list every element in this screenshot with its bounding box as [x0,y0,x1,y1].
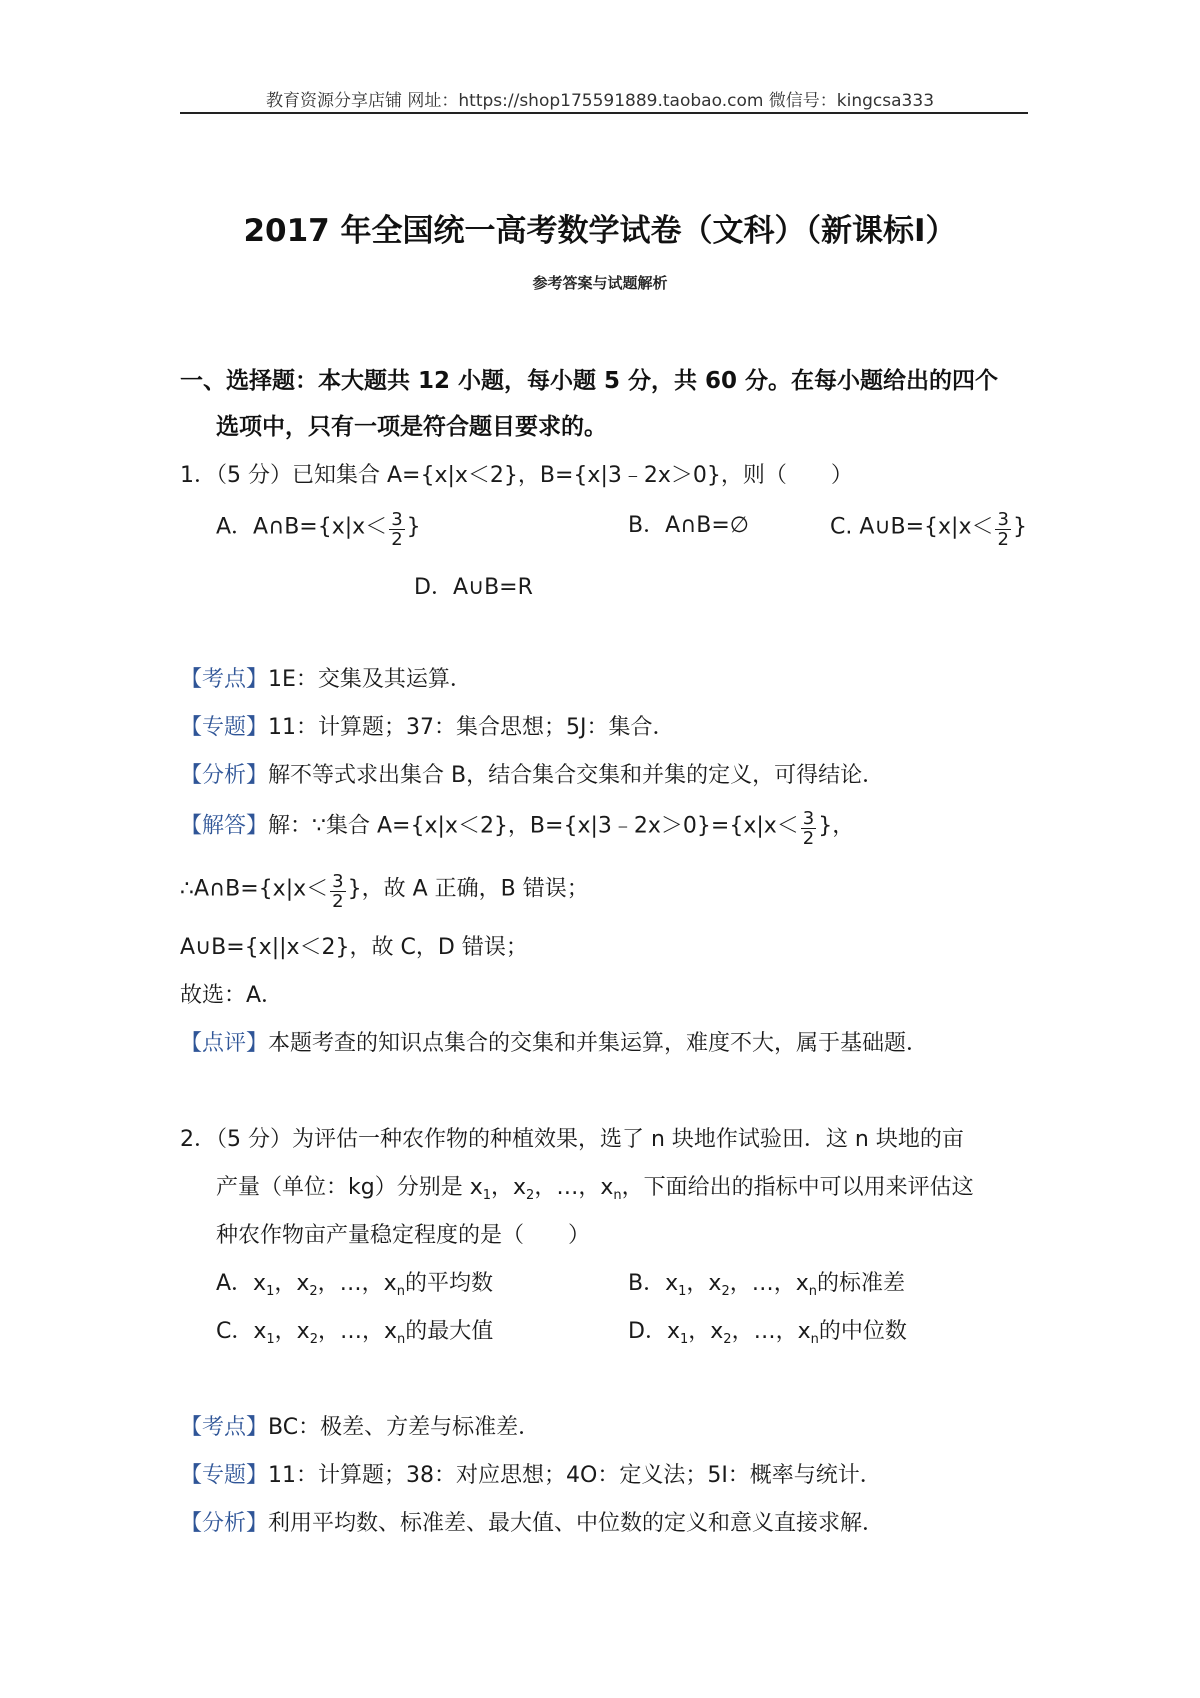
fenxi-text: 利用平均数、标准差、最大值、中位数的定义和意义直接求解． [268,1511,885,1536]
subscript: n [613,1188,622,1203]
solution-line2-tail: }，故 A 正确，B 错误； [347,876,589,902]
section-heading-line1: 一、选择题：本大题共 12 小题，每小题 5 分，共 60 分。在每小题给出的四个 [180,368,999,394]
separator: ，x [686,1271,722,1296]
option-tail: 的标准差 [817,1271,906,1296]
fraction-denominator: 2 [391,529,403,550]
q2-zhuanti [180,1458,882,1489]
subscript: n [808,1284,817,1299]
q1-stem: 1．（5 分）已知集合 A={x|x＜2}，B={x|3﹣2x＞0}，则（ ） [180,463,853,488]
q1-zhuanti [180,710,675,741]
q2-fenxi [180,1506,884,1537]
zhuanti-tag: 【专题】 [180,715,269,740]
fenxi-tag: 【分析】 [180,763,269,788]
q2-stem-line1: 2．（5 分）为评估一种农作物的种植效果，选了 n 块地作试验田．这 n 块地的亩 [180,1127,964,1152]
q2-stem-line2 [216,1170,974,1203]
q2-option-d [628,1314,907,1347]
q2-stem2-part-c: ，…，x [534,1175,614,1200]
separator: ，x [274,1319,310,1344]
q1-option-c [830,508,1027,550]
fraction-numerator: 3 [802,808,815,829]
kaodian-tag: 【考点】 [180,1415,269,1440]
subscript: 1 [266,1284,275,1299]
subscript: 1 [482,1188,491,1203]
separator: ，…，x [317,1271,397,1296]
separator: ，…，x [729,1271,809,1296]
document-subtitle: 参考答案与试题解析 [532,274,668,292]
q2-stem2-part-d: ，下面给出的指标中可以用来评估这 [621,1175,974,1200]
subscript: 1 [679,1332,689,1347]
subscript: 2 [526,1188,535,1203]
dianping-tag: 【点评】 [180,1031,269,1056]
subscript: 2 [309,1332,318,1347]
solution-line2-text: ∴A∩B={x|x＜ [180,876,329,902]
q2-kaodian [180,1410,540,1441]
zhuanti-text: 11：计算题；37：集合思想；5J：集合． [268,715,675,740]
q2-option-c [216,1314,493,1347]
kaodian-tag: 【考点】 [180,667,269,692]
jieda-text: 解：∵集合 A={x|x＜2}，B={x|3﹣2x＞0}={x|x＜ [268,813,799,839]
fraction-denominator: 2 [997,529,1009,550]
option-tail: 的平均数 [404,1271,493,1296]
subscript: n [810,1332,819,1347]
zhuanti-text: 11：计算题；38：对应思想；4O：定义法；5I：概率与统计． [268,1463,882,1488]
kaodian-text: BC：极差、方差与标准差． [268,1415,541,1440]
option-tail: 的最大值 [405,1319,494,1344]
subscript: 2 [721,1284,730,1299]
subscript: n [397,1332,406,1347]
fraction [330,872,345,911]
q1-answer: 故选：A． [180,983,284,1008]
q1-solution-line2 [180,870,589,912]
q1-option-b: B．A∩B=∅ [628,513,749,538]
q1-jieda [180,807,855,849]
zhuanti-tag: 【专题】 [180,1463,269,1488]
q1-fenxi [180,758,884,789]
separator: ，…，x [731,1319,811,1344]
subscript: 1 [266,1332,275,1347]
separator: ，x [274,1271,310,1296]
fraction-denominator: 2 [332,891,344,912]
q1-option-c-close: } [1012,514,1027,540]
fraction-denominator: 2 [802,828,815,849]
kaodian-text: 1E：交集及其运算． [268,667,472,692]
document-title: 2017 年全国统一高考数学试卷（文科）（新课标Ⅰ） [243,213,957,249]
fraction [995,510,1010,549]
fraction-numerator: 3 [997,509,1009,530]
section-heading-line2: 选项中，只有一项是符合题目要求的。 [216,414,607,440]
subscript: n [396,1284,405,1299]
fraction-numerator: 3 [391,509,403,530]
subscript: 1 [678,1284,687,1299]
dianping-text: 本题考查的知识点集合的交集和并集运算，难度不大，属于基础题． [268,1031,929,1056]
q2-stem-line3: 种农作物亩产量稳定程度的是（ ） [216,1223,591,1248]
option-label: D．x [628,1319,680,1344]
q1-option-d: D．A∪B=R [414,575,533,600]
q2-option-a [216,1266,493,1299]
q1-option-a-close: } [406,514,421,540]
q2-option-b [628,1266,905,1299]
jieda-tag: 【解答】 [180,813,269,839]
separator: ，…，x [317,1319,398,1344]
fenxi-tag: 【分析】 [180,1511,269,1536]
header-divider [180,112,1028,114]
q1-solution-line3: A∪B={x||x＜2}，故 C，D 错误； [180,935,528,960]
separator: ，x [688,1319,724,1344]
fenxi-text: 解不等式求出集合 B，结合集合交集和并集的定义，可得结论． [268,763,885,788]
q2-stem2-part-b: ，x [491,1175,527,1200]
option-label: A．x [216,1271,267,1296]
q1-dianping [180,1026,928,1057]
page-header: 教育资源分享店铺 网址：https://shop175591889.taobao.com 微信号：kingcsa333 [265,91,935,111]
q2-stem2-part-a: 产量（单位：kg）分别是 x [216,1175,483,1200]
fraction [801,809,816,848]
q1-option-c-text: C. A∪B={x|x＜ [830,514,994,540]
subscript: 2 [723,1332,732,1347]
q1-kaodian [180,662,472,693]
option-label: B．x [628,1271,679,1296]
jieda-close: }， [818,813,855,839]
option-tail: 的中位数 [818,1319,907,1344]
fraction [389,510,404,549]
subscript: 2 [309,1284,318,1299]
q1-option-a [216,508,421,550]
fraction-numerator: 3 [332,871,344,892]
q1-option-a-text: A．A∩B={x|x＜ [216,514,388,540]
option-label: C．x [216,1319,267,1344]
